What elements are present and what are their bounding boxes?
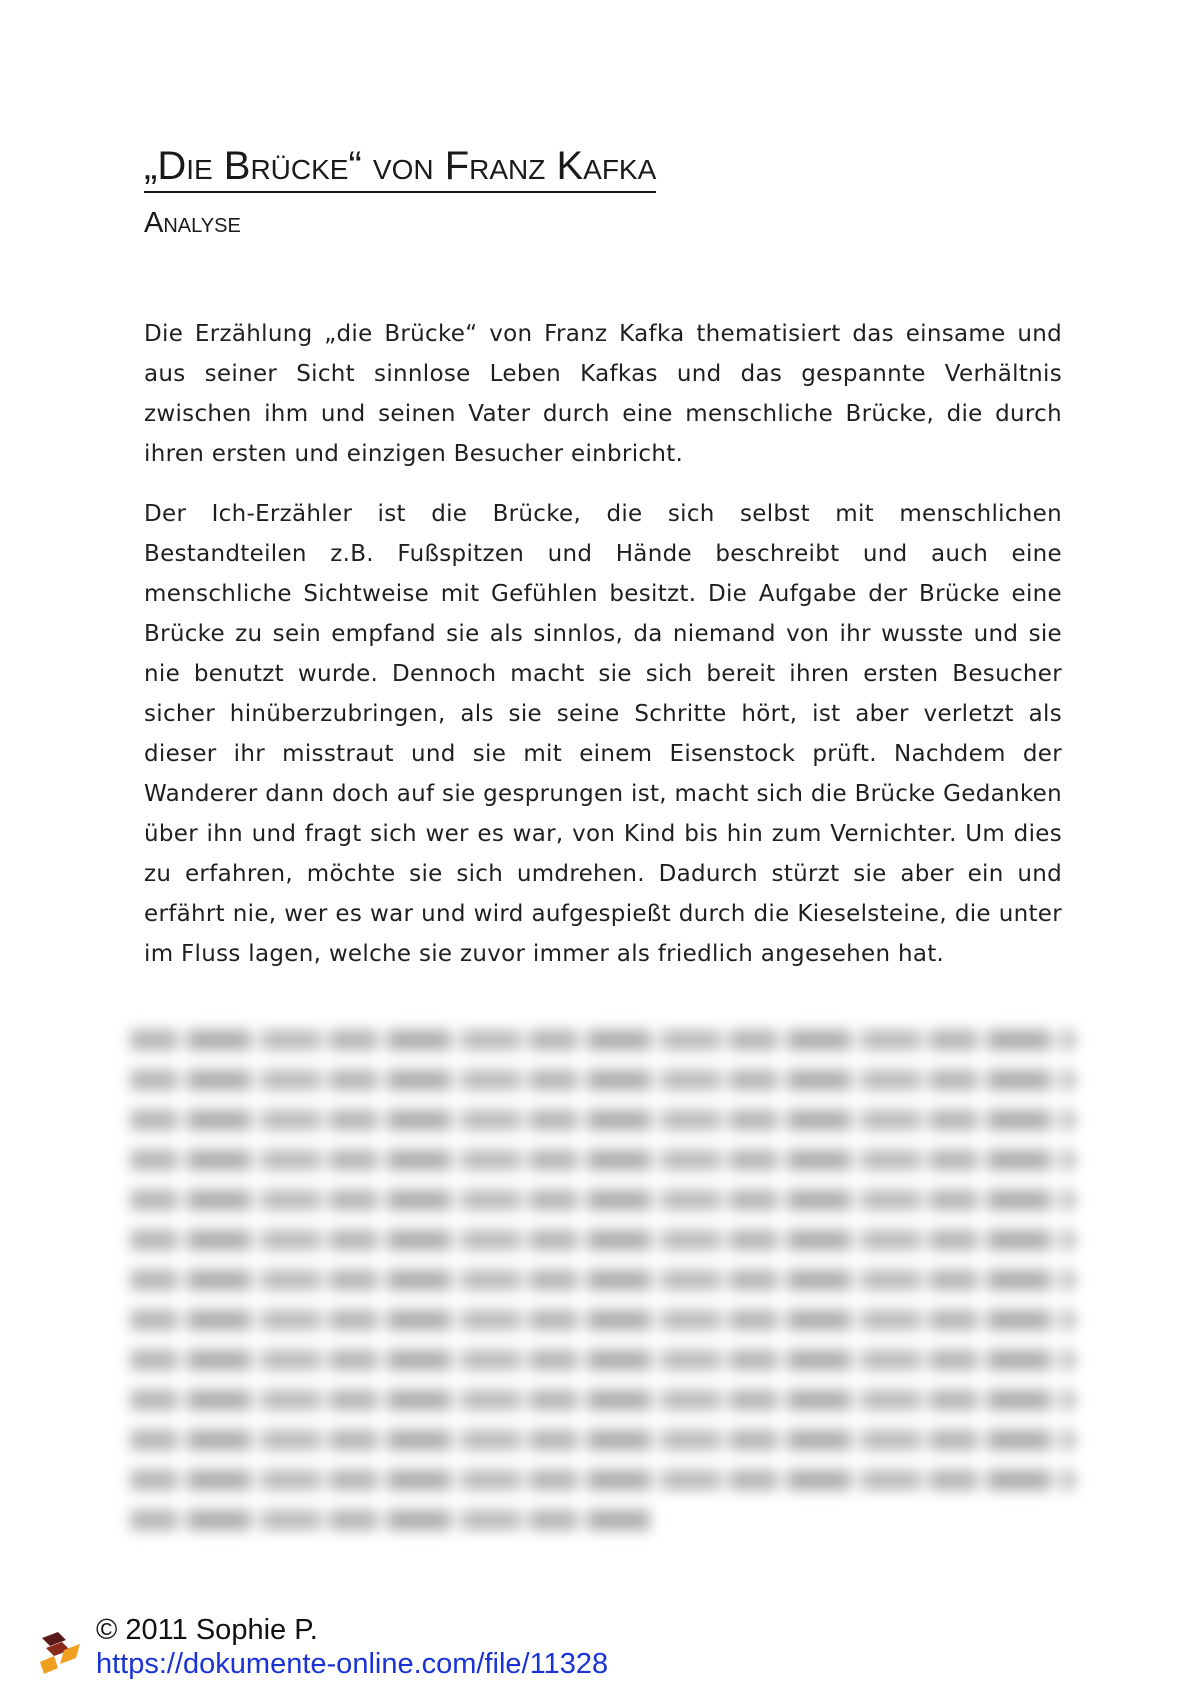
paragraph: Die Erzählung „die Brücke“ von Franz Kafka thematisiert das einsame und aus seiner Sicht sinnlose Leben Kafkas und das gespannte Verhältnis zwischen ihm und seinen Vater durch eine menschliche Brücke, die durch ihren ersten und einzigen Besucher einbricht. [144,321,1062,467]
copyright-text: © 2011 Sophie P. [96,1614,318,1646]
blurred-preview-text [130,1030,1075,1590]
source-link[interactable]: https://dokumente-online.com/file/11328 [96,1648,609,1680]
dokumente-online-logo-icon [36,1628,84,1676]
document-title: „Die Brücke“ von Franz Kafka [144,142,656,193]
document-subtitle: Analyse [144,207,241,239]
paragraph: Der Ich-Erzähler ist die Brücke, die sich selbst mit menschlichen Bestandteilen z.B. Fußspitzen und Hände beschreibt und auch eine menschliche Sichtweise mit Gefühlen besitzt. Die Aufgabe der Brücke eine Brücke zu sein empfand sie als sinnlos, da niemand von ihr wusste und sie nie benutzt wurde. Dennoch macht sie sich bereit ihren ersten Besucher sicher hinüberzubringen, als sie seine Schritte hört, ist aber verletzt als dieser ihr misstraut und sie mit einem Eisenstock prüft. Nachdem der Wanderer dann doch auf sie gesprungen ist, macht sich die Brücke Gedanken über ihn und fragt sich wer es war, von Kind bis hin zum Vernichter. Um dies zu erfahren, möchte sie sich umdrehen. Dadurch stürzt sie aber ein und erfährt nie, wer es war und wird aufgespießt durch die Kieselsteine, die unter im Fluss lagen, welche sie zuvor immer als friedlich angesehen hat. [144,501,1062,967]
document-body [144,314,1062,994]
